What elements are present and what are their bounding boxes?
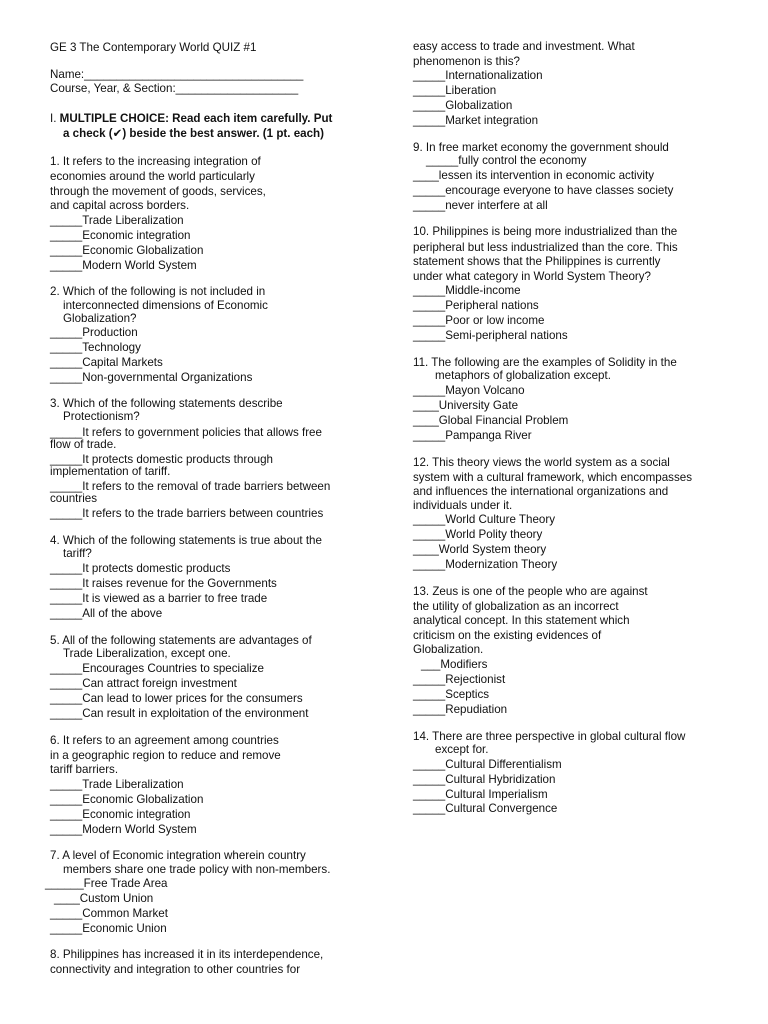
answer-option[interactable]: _____Can lead to lower prices for the consumers bbox=[50, 692, 303, 705]
question-text: under what category in World System Theory? bbox=[413, 270, 651, 283]
question-text: tariff barriers. bbox=[50, 763, 119, 776]
question-text: 6. It refers to an agreement among countries bbox=[50, 734, 279, 747]
question-text: Globalization. bbox=[413, 643, 484, 656]
question-text: 7. A level of Economic integration wherein country bbox=[50, 849, 306, 862]
question-text: 11. The following are the examples of Solidity in the bbox=[413, 356, 677, 369]
answer-option[interactable]: _____Technology bbox=[50, 341, 141, 354]
instructions-line-2: a check (✔) beside the best answer. (1 pt. each) bbox=[63, 127, 325, 140]
answer-option[interactable]: _____Middle-income bbox=[413, 284, 521, 297]
question-text: interconnected dimensions of Economic bbox=[63, 299, 268, 312]
answer-option[interactable]: _____Repudiation bbox=[413, 703, 508, 716]
answer-option[interactable]: _____Cultural Differentialism bbox=[413, 758, 562, 771]
answer-option[interactable]: _____It refers to the trade barriers between countries bbox=[50, 507, 324, 520]
answer-option[interactable]: _____Poor or low income bbox=[413, 314, 545, 327]
course-field-label: Course, Year, & Section:___________________ bbox=[50, 82, 299, 95]
answer-option[interactable]: _____All of the above bbox=[50, 607, 163, 620]
answer-option[interactable]: _____Non-governmental Organizations bbox=[50, 371, 253, 384]
question-text: 9. In free market economy the government should bbox=[413, 141, 669, 154]
answer-option[interactable]: ____Global Financial Problem bbox=[413, 414, 569, 427]
answer-option[interactable]: _____It raises revenue for the Governments bbox=[50, 577, 277, 590]
answer-option[interactable]: _____Modern World System bbox=[50, 823, 197, 836]
answer-option[interactable]: _____Semi-peripheral nations bbox=[413, 329, 568, 342]
answer-option[interactable]: _____It is viewed as a barrier to free trade bbox=[50, 592, 268, 605]
answer-option[interactable]: _____Cultural Hybridization bbox=[413, 773, 556, 786]
question-text: 8. Philippines has increased it in its interdependence, bbox=[50, 948, 324, 961]
answer-option[interactable]: _____Liberation bbox=[413, 84, 497, 97]
question-text: economies around the world particularly bbox=[50, 170, 255, 183]
answer-option[interactable]: _____encourage everyone to have classes society bbox=[413, 184, 674, 197]
answer-option[interactable]: _____World Polity theory bbox=[413, 528, 543, 541]
answer-option[interactable]: _____Sceptics bbox=[413, 688, 490, 701]
answer-option[interactable]: _____Peripheral nations bbox=[413, 299, 539, 312]
answer-option[interactable]: _____Cultural Imperialism bbox=[413, 788, 548, 801]
answer-option[interactable]: _____Common Market bbox=[50, 907, 168, 920]
answer-option-continued: implementation of tariff. bbox=[50, 465, 171, 478]
answer-option[interactable]: ____Custom Union bbox=[54, 892, 154, 905]
answer-option[interactable]: ____World System theory bbox=[413, 543, 547, 556]
question-text: members share one trade policy with non-members. bbox=[63, 863, 331, 876]
question-text: Globalization? bbox=[63, 312, 137, 325]
question-text: individuals under it. bbox=[413, 499, 513, 512]
answer-option[interactable]: _____Encourages Countries to specialize bbox=[50, 662, 264, 675]
answer-option[interactable]: _____It protects domestic products bbox=[50, 562, 231, 575]
question-text: metaphors of globalization except. bbox=[435, 369, 611, 382]
question-text: the utility of globalization as an incorrect bbox=[413, 600, 619, 613]
answer-option[interactable]: _____Production bbox=[50, 326, 138, 339]
question-text: except for. bbox=[435, 743, 489, 756]
question-text: analytical concept. In this statement which bbox=[413, 614, 630, 627]
answer-option[interactable]: _____Capital Markets bbox=[50, 356, 163, 369]
answer-option[interactable]: _____Economic integration bbox=[50, 808, 191, 821]
question-text: 10. Philippines is being more industrialized than the bbox=[413, 225, 678, 238]
question-text: phenomenon is this? bbox=[413, 55, 520, 68]
question-text: system with a cultural framework, which encompasses bbox=[413, 471, 692, 484]
answer-option[interactable]: ___Modifiers bbox=[421, 658, 488, 671]
question-text: 12. This theory views the world system as a social bbox=[413, 456, 670, 469]
answer-option[interactable]: _____Trade Liberalization bbox=[50, 214, 184, 227]
question-text: connectivity and integration to other countries for bbox=[50, 963, 301, 976]
answer-option[interactable]: _____never interfere at all bbox=[413, 199, 548, 212]
answer-option[interactable]: _____World Culture Theory bbox=[413, 513, 555, 526]
answer-option[interactable]: _____It refers to government policies that allows free bbox=[50, 426, 322, 439]
answer-option[interactable]: _____Pampanga River bbox=[413, 429, 532, 442]
answer-option[interactable]: ____University Gate bbox=[413, 399, 519, 412]
answer-option[interactable]: _____fully control the economy bbox=[426, 154, 587, 167]
question-text: 13. Zeus is one of the people who are against bbox=[413, 585, 648, 598]
question-text: 4. Which of the following statements is true about the bbox=[50, 534, 322, 547]
instructions-line-1 bbox=[50, 112, 332, 126]
question-text: tariff? bbox=[63, 547, 92, 560]
answer-option[interactable]: _____Economic Globalization bbox=[50, 244, 204, 257]
answer-option-continued: flow of trade. bbox=[50, 438, 117, 451]
answer-option[interactable]: _____Economic integration bbox=[50, 229, 191, 242]
instructions-text: MULTIPLE CHOICE: Read each item carefully. Put bbox=[59, 112, 333, 125]
answer-option[interactable]: _____Cultural Convergence bbox=[413, 802, 558, 815]
question-text: 5. All of the following statements are advantages of bbox=[50, 634, 312, 647]
answer-option[interactable]: _____Economic Globalization bbox=[50, 793, 204, 806]
section-numeral: I. bbox=[50, 112, 60, 125]
question-text: criticism on the existing evidences of bbox=[413, 629, 602, 642]
question-text: Protectionism? bbox=[63, 410, 140, 423]
answer-option[interactable]: _____Trade Liberalization bbox=[50, 778, 184, 791]
question-text: 3. Which of the following statements describe bbox=[50, 397, 283, 410]
question-text: Trade Liberalization, except one. bbox=[63, 647, 231, 660]
question-text: 14. There are three perspective in global cultural flow bbox=[413, 730, 686, 743]
answer-option-continued: countries bbox=[50, 492, 98, 505]
answer-option[interactable]: _____Globalization bbox=[413, 99, 513, 112]
question-text: peripheral but less industrialized than the core. This bbox=[413, 241, 678, 254]
answer-option[interactable]: _____Internationalization bbox=[413, 69, 543, 82]
question-text: easy access to trade and investment. What bbox=[413, 40, 635, 53]
answer-option[interactable]: _____It protects domestic products through bbox=[50, 453, 273, 466]
answer-option[interactable]: ____lessen its intervention in economic activity bbox=[413, 169, 655, 182]
answer-option[interactable]: _____Rejectionist bbox=[413, 673, 506, 686]
question-text: and influences the international organizations and bbox=[413, 485, 669, 498]
answer-option[interactable]: _____Can result in exploitation of the environment bbox=[50, 707, 309, 720]
answer-option[interactable]: _____Mayon Volcano bbox=[413, 384, 525, 397]
answer-option[interactable]: _____Modern World System bbox=[50, 259, 197, 272]
question-text: and capital across borders. bbox=[50, 199, 190, 212]
question-text: through the movement of goods, services, bbox=[50, 185, 266, 198]
answer-option[interactable]: _____Economic Union bbox=[50, 922, 167, 935]
question-text: 2. Which of the following is not included in bbox=[50, 285, 266, 298]
answer-option[interactable]: _____Market integration bbox=[413, 114, 539, 127]
answer-option[interactable]: ______Free Trade Area bbox=[45, 877, 168, 890]
answer-option[interactable]: _____Can attract foreign investment bbox=[50, 677, 237, 690]
answer-option[interactable]: _____It refers to the removal of trade barriers between bbox=[50, 480, 331, 493]
name-field-label: Name:__________________________________ bbox=[50, 68, 304, 81]
quiz-title: GE 3 The Contemporary World QUIZ #1 bbox=[50, 41, 257, 54]
question-text: 1. It refers to the increasing integration of bbox=[50, 155, 261, 168]
question-text: statement shows that the Philippines is currently bbox=[413, 255, 661, 268]
question-text: in a geographic region to reduce and remove bbox=[50, 749, 281, 762]
answer-option[interactable]: _____Modernization Theory bbox=[413, 558, 558, 571]
